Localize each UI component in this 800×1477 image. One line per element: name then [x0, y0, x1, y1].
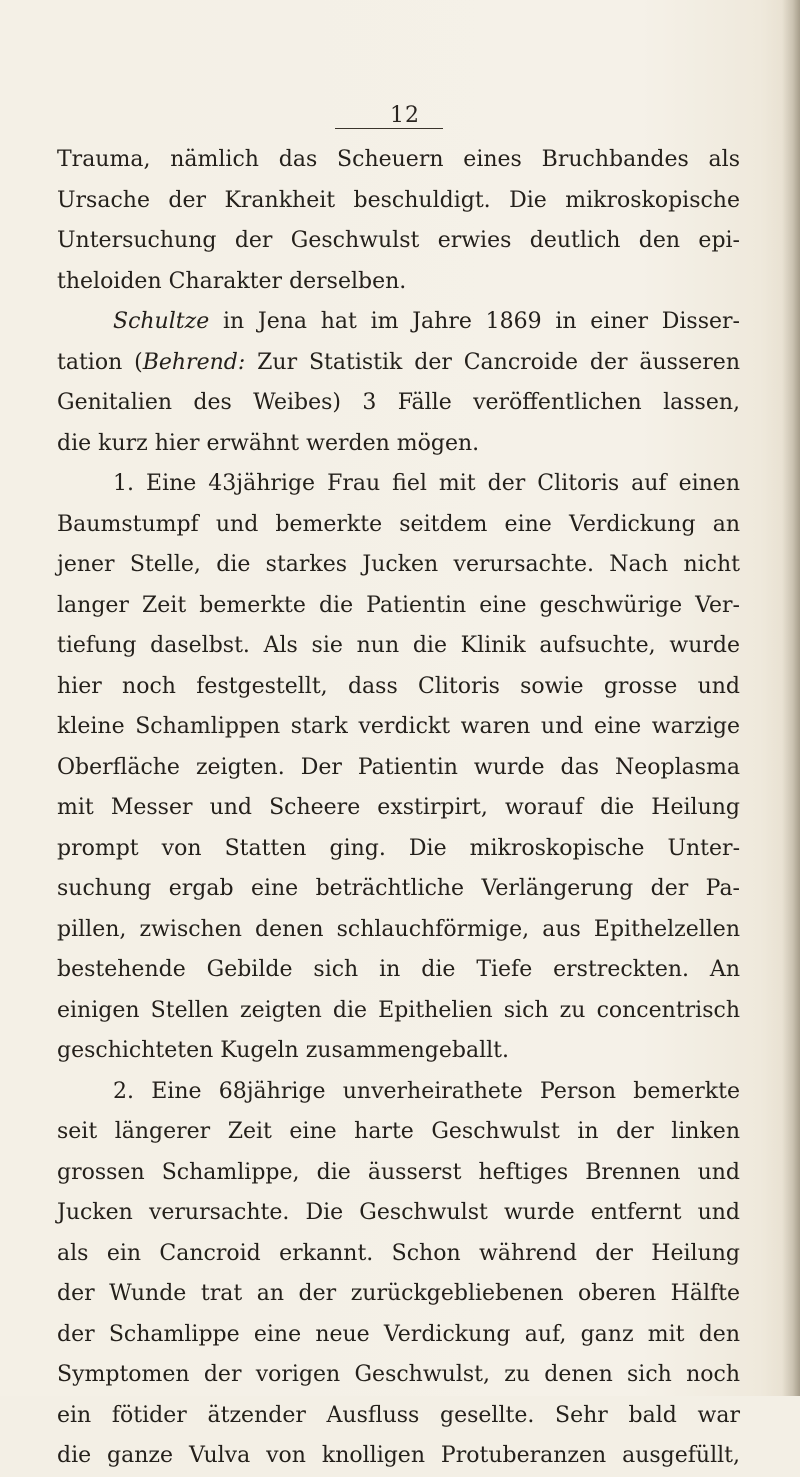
text-line: Untersuchung der Geschwulst erwies deutlich den epi-	[57, 228, 740, 253]
text-line: der Wunde trat an der zurückgebliebenen oberen Hälfte	[57, 1281, 740, 1306]
text-line: bestehende Gebilde sich in die Tiefe erstreckten. An	[57, 957, 740, 982]
text-line: geschichteten Kugeln zusammengeballt.	[57, 1038, 509, 1063]
text-line: der Schamlippe eine neue Verdickung auf, ganz mit den	[57, 1321, 740, 1347]
page-edge-shadow	[782, 0, 800, 1396]
text-line: Ursache der Krankheit beschuldigt. Die mikroskopische	[57, 187, 740, 213]
text-line: grossen Schamlippe, die äusserst heftiges Brennen und	[57, 1159, 740, 1185]
text-line: Baumstumpf und bemerkte seitdem eine Verdickung an	[57, 511, 740, 537]
text-line: kleine Schamlippen stark verdickt waren und eine warzige	[57, 714, 740, 739]
text-line: Jucken verursachte. Die Geschwulst wurde entfernt und	[57, 1200, 740, 1225]
page-number: 12	[390, 103, 420, 128]
text-line: suchung ergab eine beträchtliche Verlängerung der Pa-	[57, 876, 740, 901]
text-line: ein fötider ätzender Ausfluss gesellte. Sehr bald war	[57, 1402, 740, 1428]
text-line: seit längerer Zeit eine harte Geschwulst in der linken	[57, 1119, 740, 1144]
text-line: 1. Eine 43jährige Frau fiel mit der Clitoris auf einen	[113, 471, 740, 496]
text-line: jener Stelle, die starkes Jucken verursachte. Nach nicht	[57, 552, 740, 577]
text-line: Oberfläche zeigten. Der Patientin wurde das Neoplasma	[57, 754, 740, 780]
text-line: tiefung daselbst. Als sie nun die Klinik aufsuchte, wurde	[57, 633, 740, 658]
text-line: theloiden Charakter derselben.	[57, 268, 407, 294]
text-line: die kurz hier erwähnt werden mögen.	[57, 430, 480, 456]
text-line: Trauma, nämlich das Scheuern eines Bruchbandes als	[57, 147, 740, 172]
italic-name: Schultze	[113, 309, 210, 334]
body-text	[57, 140, 740, 1477]
text-line: als ein Cancroid erkannt. Schon während der Heilung	[57, 1240, 740, 1266]
text-line: die ganze Vulva von knolligen Protuberanzen ausgefüllt,	[57, 1443, 740, 1468]
text-line: langer Zeit bemerkte die Patientin eine geschwürige Ver-	[57, 592, 740, 618]
text-line: 2. Eine 68jährige unverheirathete Person bemerkte	[113, 1078, 740, 1104]
text-line: Genitalien des Weibes) 3 Fälle veröffentlichen lassen,	[57, 390, 740, 415]
text-line: prompt von Statten ging. Die mikroskopische Unter-	[57, 835, 740, 861]
text-line: mit Messer und Scheere exstirpirt, worauf die Heilung	[57, 795, 740, 820]
text-line: Schultze in Jena hat im Jahre 1869 in einer Disser-	[113, 309, 740, 334]
text-line: Symptomen der vorigen Geschwulst, zu denen sich noch	[57, 1362, 740, 1387]
text-line: hier noch festgestellt, dass Clitoris sowie grosse und	[57, 673, 740, 699]
text-line: tation (Behrend: Zur Statistik der Cancroide der äusseren	[57, 349, 740, 375]
italic-name: Behrend:	[142, 349, 246, 375]
text-line: einigen Stellen zeigten die Epithelien sich zu concentrisch	[57, 997, 740, 1023]
header-rule	[335, 128, 443, 129]
text-line: pillen, zwischen denen schlauchförmige, aus Epithelzellen	[57, 916, 740, 942]
